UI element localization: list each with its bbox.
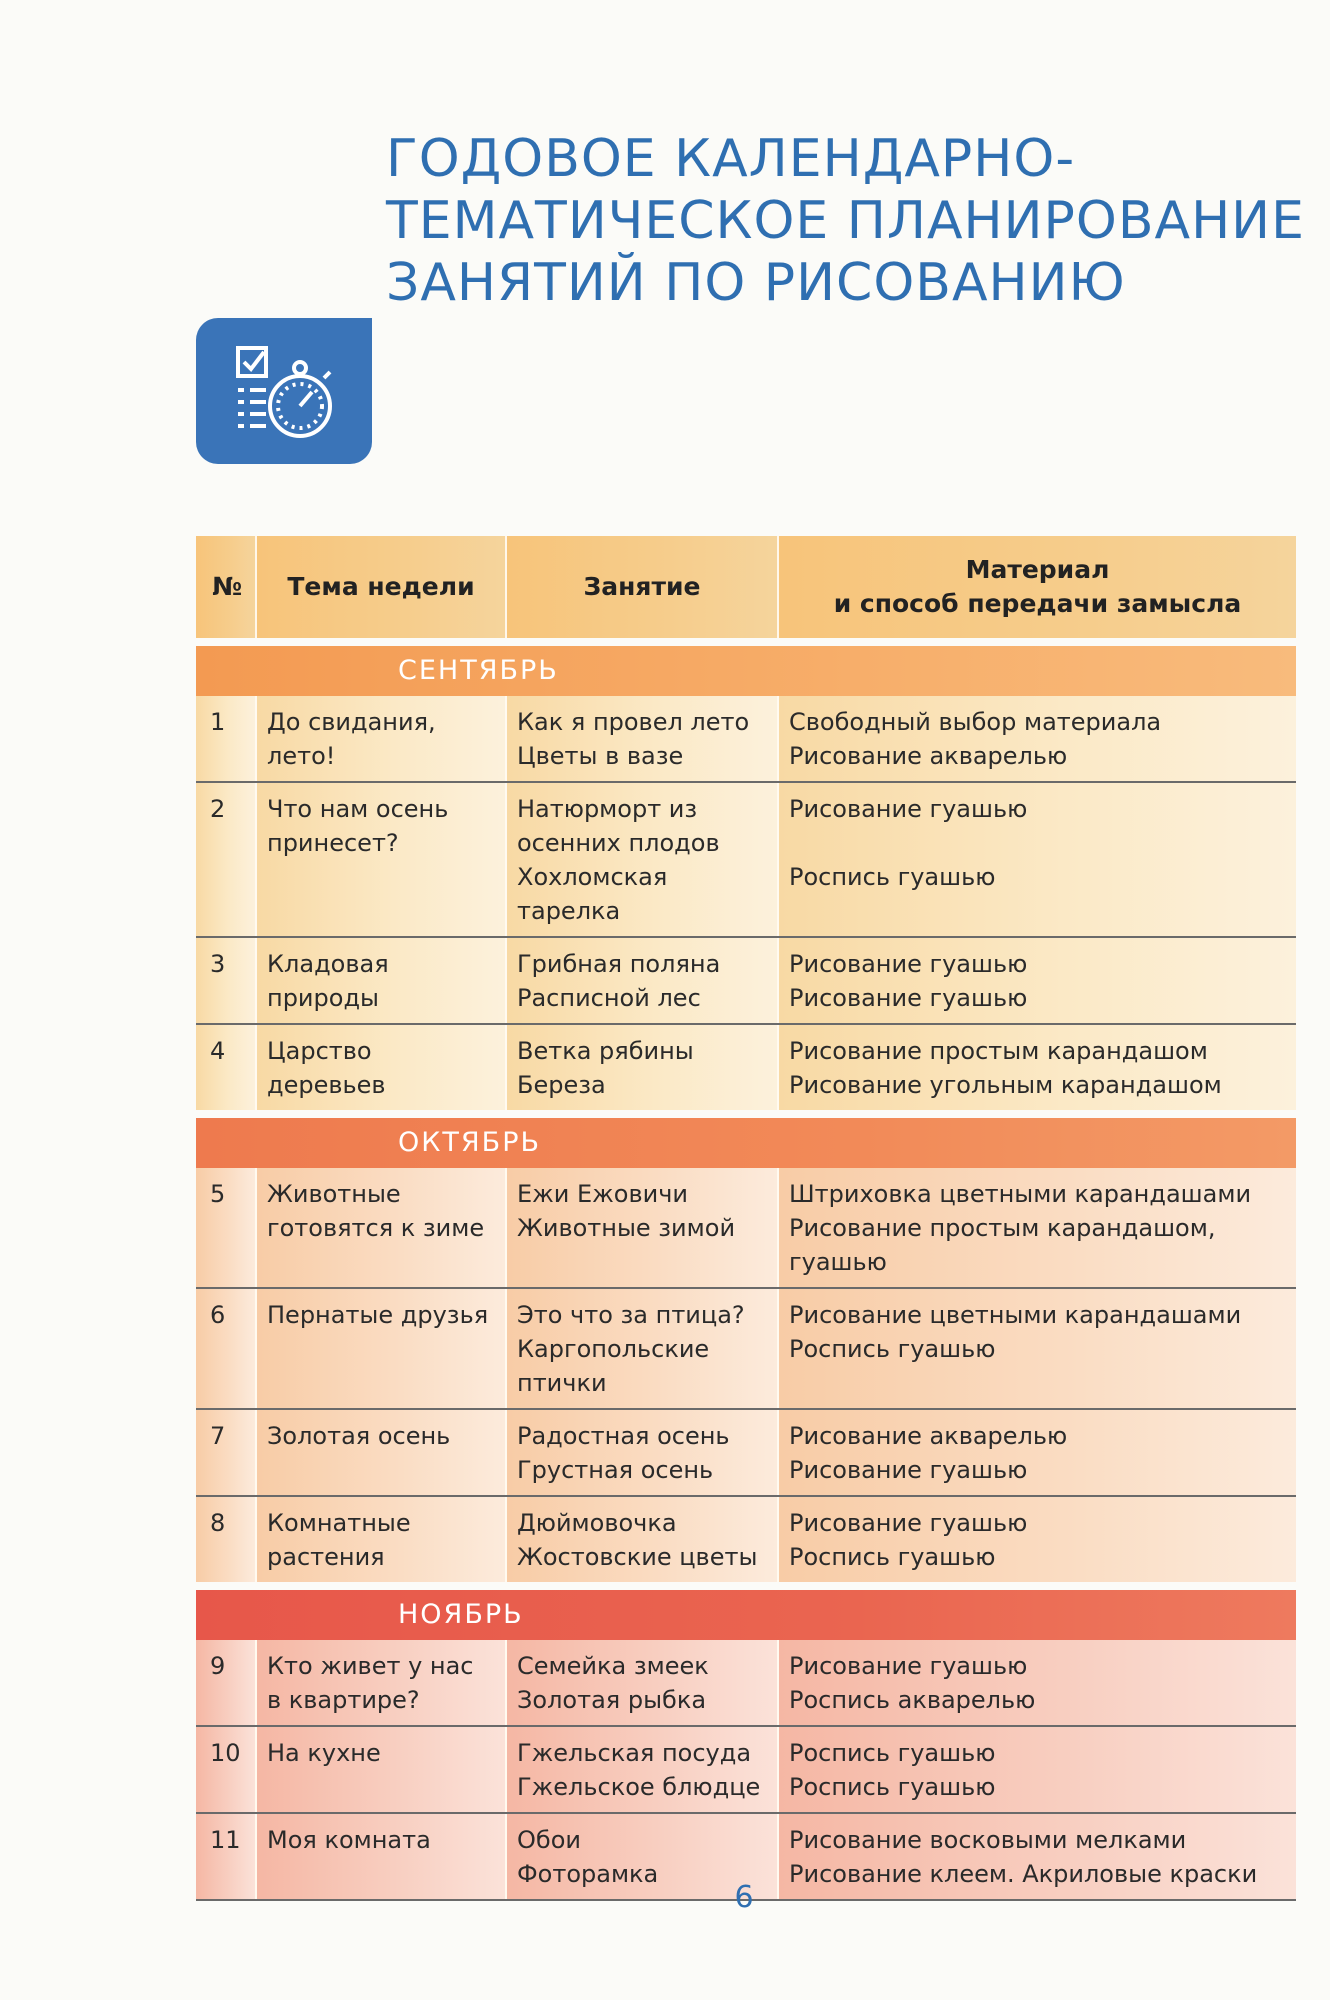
- row-materials: [778, 1024, 1296, 1114]
- lesson-item: Гжельское блюдце: [517, 1773, 761, 1801]
- material-item: Рисование гуашью: [789, 1456, 1028, 1484]
- lesson-item: Фоторамка: [517, 1860, 659, 1888]
- lesson-item: Каргопольские птички: [517, 1335, 710, 1397]
- table-row: [196, 696, 1296, 782]
- lesson-item: Береза: [517, 1071, 606, 1099]
- month-label: НОЯБРЬ: [196, 1586, 1296, 1640]
- header-material: [778, 536, 1296, 642]
- month-label: СЕНТЯБРЬ: [196, 642, 1296, 696]
- checklist-stopwatch-icon: [234, 340, 338, 444]
- table-row: [196, 1726, 1296, 1813]
- material-item: Роспись гуашью: [789, 1773, 996, 1801]
- material-item: Штриховка цветными карандашами: [789, 1180, 1252, 1208]
- row-lessons: [506, 1288, 778, 1409]
- material-item: Рисование акварелью: [789, 1422, 1068, 1450]
- lesson-item: Жостовские цветы: [517, 1543, 758, 1571]
- row-topic: Кладовая природы: [256, 937, 506, 1024]
- table-row: [196, 1168, 1296, 1288]
- row-number: 4: [196, 1024, 256, 1114]
- row-topic: Что нам осень принесет?: [256, 782, 506, 937]
- lesson-item: Грустная осень: [517, 1456, 714, 1484]
- page-title: [386, 128, 1306, 314]
- material-item: Рисование гуашью: [789, 795, 1028, 823]
- row-materials: [778, 1726, 1296, 1813]
- material-item: Свободный выбор материала: [789, 708, 1162, 736]
- title-line-3: ЗАНЯТИЙ ПО РИСОВАНИЮ: [386, 253, 1126, 313]
- lesson-item: Ветка рябины: [517, 1037, 694, 1065]
- material-item: Рисование акварелью: [789, 742, 1068, 770]
- row-number: 5: [196, 1168, 256, 1288]
- row-number: 7: [196, 1409, 256, 1496]
- material-item: Рисование гуашью: [789, 1652, 1028, 1680]
- lesson-item: Расписной лес: [517, 984, 701, 1012]
- lesson-item: Радостная осень: [517, 1422, 730, 1450]
- row-number: 2: [196, 782, 256, 937]
- table-row: [196, 1024, 1296, 1114]
- row-materials: [778, 937, 1296, 1024]
- row-lessons: [506, 696, 778, 782]
- lesson-item: Это что за птица?: [517, 1301, 745, 1329]
- month-row-october: [196, 1114, 1296, 1168]
- row-lessons: [506, 782, 778, 937]
- material-item: Рисование цветными карандашами: [789, 1301, 1242, 1329]
- material-item: Рисование восковыми мелками: [789, 1826, 1187, 1854]
- row-number: 10: [196, 1726, 256, 1813]
- row-lessons: [506, 1726, 778, 1813]
- header-material-line-1: Материал: [965, 555, 1110, 584]
- table-row: [196, 782, 1296, 937]
- row-lessons: [506, 1496, 778, 1586]
- title-line-1: ГОДОВОЕ КАЛЕНДАРНО-: [386, 129, 1076, 189]
- material-item: Роспись гуашью: [789, 1739, 996, 1767]
- row-lessons: [506, 1640, 778, 1726]
- planning-badge: [196, 318, 372, 464]
- header-lesson: Занятие: [506, 536, 778, 642]
- material-item: Рисование гуашью: [789, 950, 1028, 978]
- row-materials: [778, 1496, 1296, 1586]
- material-item: Рисование гуашью: [789, 984, 1028, 1012]
- row-number: 8: [196, 1496, 256, 1586]
- month-row-november: [196, 1586, 1296, 1640]
- row-number: 6: [196, 1288, 256, 1409]
- row-topic: Золотая осень: [256, 1409, 506, 1496]
- material-item: Рисование простым карандашом, гуашью: [789, 1214, 1216, 1276]
- lesson-item: Дюймовочка: [517, 1509, 677, 1537]
- row-topic: Пернатые друзья: [256, 1288, 506, 1409]
- lesson-item: Натюрморт из осенних плодов: [517, 795, 720, 857]
- lesson-item: Золотая рыбка: [517, 1686, 707, 1714]
- lesson-item: Животные зимой: [517, 1214, 736, 1242]
- row-materials: [778, 1409, 1296, 1496]
- row-number: 3: [196, 937, 256, 1024]
- material-item: Рисование клеем. Акриловые краски: [789, 1860, 1258, 1888]
- header-number: №: [196, 536, 256, 642]
- lesson-item: Грибная поляна: [517, 950, 721, 978]
- row-topic: На кухне: [256, 1726, 506, 1813]
- row-materials: [778, 782, 1296, 937]
- month-label: ОКТЯБРЬ: [196, 1114, 1296, 1168]
- row-lessons: [506, 1024, 778, 1114]
- material-item: Рисование угольным карандашом: [789, 1071, 1222, 1099]
- lesson-item: Семейка змеек: [517, 1652, 709, 1680]
- lesson-item: Гжельская посуда: [517, 1739, 752, 1767]
- material-item: Рисование простым карандашом: [789, 1037, 1208, 1065]
- row-topic: Кто живет у нас в квартире?: [256, 1640, 506, 1726]
- table-row: [196, 1496, 1296, 1586]
- header-material-line-2: и способ передачи замысла: [833, 589, 1242, 618]
- table-row: [196, 1288, 1296, 1409]
- row-topic: Моя комната: [256, 1813, 506, 1900]
- row-topic: Животные готовятся к зиме: [256, 1168, 506, 1288]
- lesson-item: Обои: [517, 1826, 581, 1854]
- page-number: 6: [734, 1880, 754, 1915]
- title-line-2: ТЕМАТИЧЕСКОЕ ПЛАНИРОВАНИЕ: [386, 191, 1305, 251]
- row-lessons: [506, 1168, 778, 1288]
- table-row: [196, 937, 1296, 1024]
- row-topic: Царство деревьев: [256, 1024, 506, 1114]
- lesson-item: Хохломская тарелка: [517, 863, 668, 925]
- table-header: [196, 536, 1296, 642]
- row-materials: [778, 1640, 1296, 1726]
- row-number: 1: [196, 696, 256, 782]
- lesson-item: Как я провел лето: [517, 708, 750, 736]
- table-row: [196, 1409, 1296, 1496]
- row-lessons: [506, 937, 778, 1024]
- material-item: Роспись акварелью: [789, 1686, 1036, 1714]
- material-item: Роспись гуашью: [789, 863, 996, 891]
- row-materials: [778, 1288, 1296, 1409]
- lesson-item: Ежи Ежовичи: [517, 1180, 688, 1208]
- row-topic: Комнатные растения: [256, 1496, 506, 1586]
- planning-table: [196, 536, 1296, 1901]
- material-item: Роспись гуашью: [789, 1335, 996, 1363]
- month-row-september: [196, 642, 1296, 696]
- row-materials: [778, 696, 1296, 782]
- row-number: 9: [196, 1640, 256, 1726]
- material-item: Роспись гуашью: [789, 1543, 996, 1571]
- row-number: 11: [196, 1813, 256, 1900]
- lesson-item: Цветы в вазе: [517, 742, 684, 770]
- table-row: [196, 1640, 1296, 1726]
- material-item: Рисование гуашью: [789, 1509, 1028, 1537]
- row-lessons: [506, 1409, 778, 1496]
- header-topic: Тема недели: [256, 536, 506, 642]
- row-materials: [778, 1168, 1296, 1288]
- row-topic: До свидания, лето!: [256, 696, 506, 782]
